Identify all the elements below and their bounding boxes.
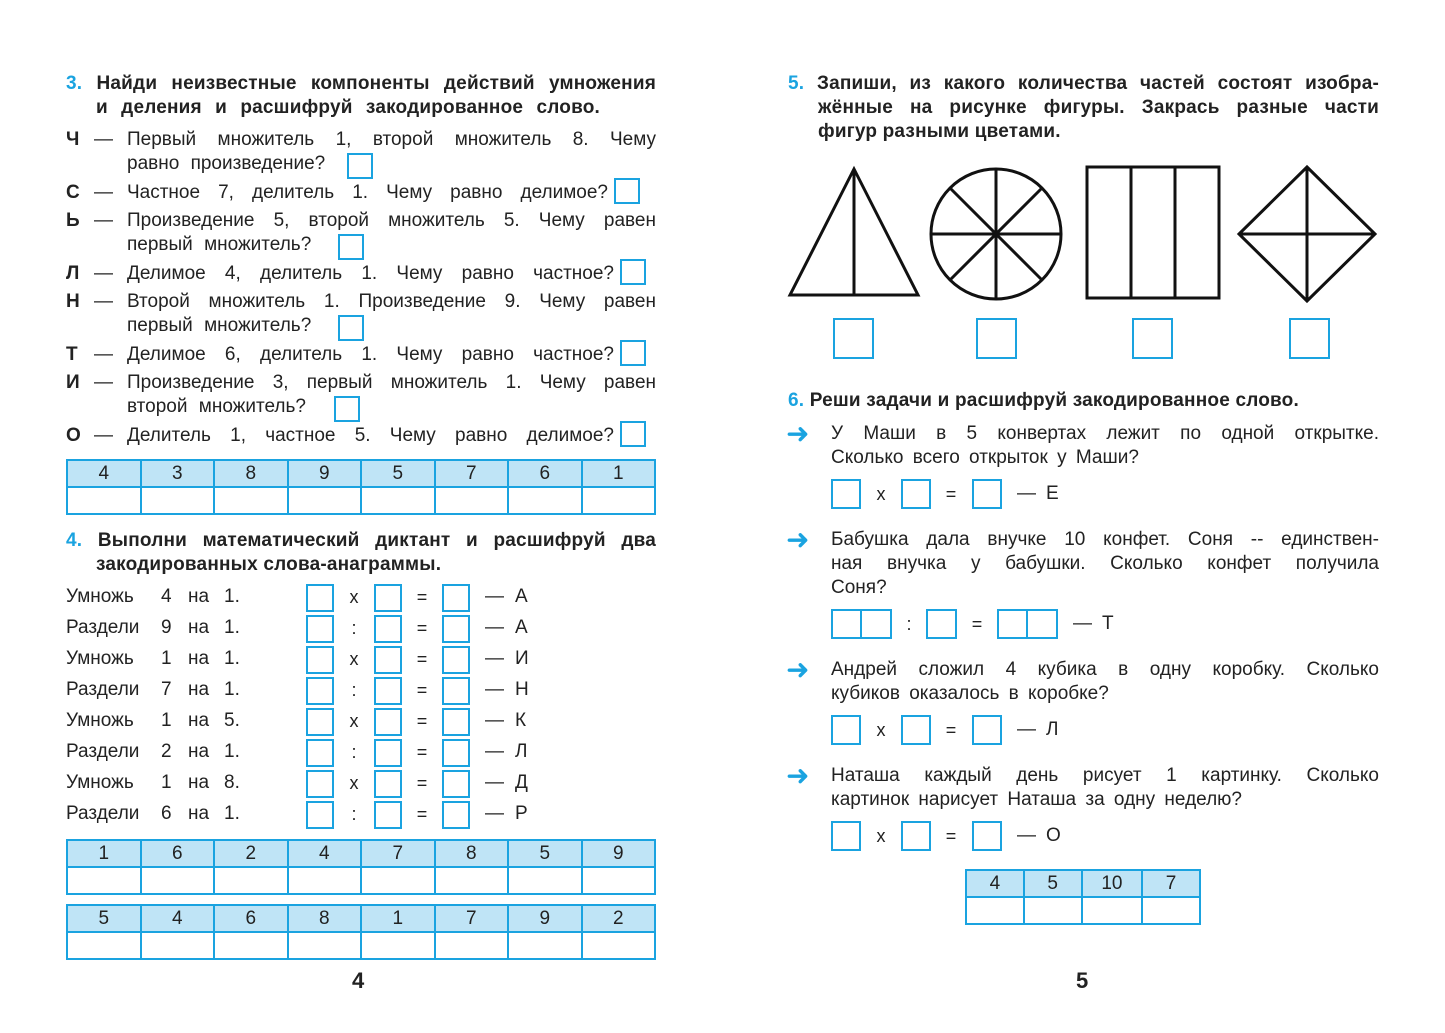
problem-line2: Сколько всего открыток у Маши? [831, 447, 1139, 468]
code-number-cell: 4 [67, 460, 141, 487]
result-box[interactable] [972, 715, 1002, 745]
code-number-cell: 5 [361, 460, 435, 487]
arrow-icon: ➜ [786, 654, 810, 685]
task3-heading-line2: и деления и расшифруй закодированное слово. [96, 97, 600, 118]
code-number-cell: 1 [361, 905, 435, 932]
item-line1: Частное 7, делитель 1. Чему равно делимое? [127, 182, 608, 203]
answer-box[interactable] [620, 421, 646, 447]
code-number-cell: 7 [1142, 870, 1200, 897]
operator-symbol: : [351, 618, 357, 638]
dictation-word: Раздели [66, 617, 140, 638]
dictation-word: 1 [161, 772, 172, 793]
arrow-icon: ➜ [786, 418, 810, 449]
equals-sign: = [416, 649, 428, 669]
problem-letter: О [1046, 825, 1061, 846]
operator-symbol: х [876, 720, 886, 740]
code-letter-cell[interactable] [435, 867, 509, 894]
rectangle-figure [1087, 167, 1219, 298]
result-box[interactable] [972, 821, 1002, 851]
operand1-box[interactable] [306, 584, 334, 612]
operand2-box[interactable] [374, 708, 402, 736]
row-letter: Д [515, 772, 528, 793]
task4-heading-line2: закодированных слова-анаграммы. [96, 554, 442, 575]
dictation-word: 1 [161, 648, 172, 669]
item-dash: — [94, 129, 113, 150]
item-dash: — [94, 372, 113, 393]
row-letter: Н [515, 679, 529, 700]
item-letter: Н [66, 291, 80, 312]
problem-line2: картинок нарисует Наташа за одну неделю? [831, 789, 1243, 810]
task5-heading-line3: фигур разными цветами. [818, 121, 1061, 142]
item-line1: Делимое 4, делитель 1. Чему равно частное? [127, 263, 614, 284]
code-letter-cell[interactable] [361, 487, 435, 514]
code-letter-cell[interactable] [67, 867, 141, 894]
task5-heading-line1: Запиши, из какого количества частей состоят изобра- [816, 73, 1379, 94]
equals-sign: = [416, 587, 428, 607]
task3-number: 3. [66, 73, 83, 94]
dictation-word: Раздели [66, 803, 140, 824]
code-number-cell: 1 [67, 840, 141, 867]
dictation-word: 1. [224, 648, 240, 669]
dictation-word: 7 [161, 679, 172, 700]
dictation-word: на [188, 803, 210, 824]
task5-heading [788, 72, 1379, 96]
result-box[interactable] [442, 584, 470, 612]
item-dash: — [94, 210, 113, 231]
page-number-right: 5 [1076, 968, 1089, 993]
dictation-word: Умножь [66, 772, 134, 793]
item-dash: — [94, 182, 113, 203]
equals-sign: = [416, 804, 428, 824]
row-letter: И [515, 648, 529, 669]
task6-heading [788, 389, 1379, 413]
dictation-word: на [188, 772, 210, 793]
problem-line1: Наташа каждый день рисует 1 картинку. Сколько [831, 765, 1379, 786]
row-letter: К [515, 710, 527, 731]
rhombus-figure [1239, 167, 1375, 301]
item-dash: — [94, 344, 113, 365]
code-letter-cell[interactable] [361, 932, 435, 959]
row-dash: — [485, 586, 504, 607]
result-box[interactable] [442, 739, 470, 767]
code-letter-cell[interactable] [1142, 897, 1200, 924]
item-letter: С [66, 182, 80, 203]
problem-dash: — [1073, 613, 1092, 634]
dictation-word: 1. [224, 803, 240, 824]
task6-number: 6. [788, 390, 805, 411]
task6-code-table [965, 869, 1201, 925]
code-letter-cell[interactable] [288, 867, 362, 894]
triangle-figure [790, 169, 918, 295]
row-letter: Р [515, 803, 528, 824]
item-line2: первый множитель? [127, 234, 312, 255]
operator-symbol: : [351, 680, 357, 700]
page-number-left: 4 [352, 968, 365, 993]
result-box[interactable] [442, 677, 470, 705]
code-letter-cell[interactable] [288, 487, 362, 514]
problem-letter: Т [1102, 613, 1114, 634]
answer-box[interactable] [334, 396, 360, 422]
operator-symbol: : [906, 614, 912, 634]
code-letter-cell[interactable] [214, 932, 288, 959]
operand1-box[interactable] [831, 715, 861, 745]
item-letter: И [66, 372, 80, 393]
operand2-box[interactable] [374, 739, 402, 767]
operand1-box[interactable] [306, 739, 334, 767]
answer-box[interactable] [338, 315, 364, 341]
operand2-box[interactable] [374, 584, 402, 612]
figures [780, 155, 1380, 310]
operand1-box[interactable] [306, 770, 334, 798]
dividend-box-ones[interactable] [860, 609, 892, 639]
operand1-box[interactable] [831, 821, 861, 851]
equals-sign: = [945, 826, 957, 846]
code-number-cell: 1 [582, 460, 656, 487]
problem-dash: — [1017, 719, 1036, 740]
operand2-box[interactable] [374, 677, 402, 705]
operand1-box[interactable] [306, 615, 334, 643]
operand1-box[interactable] [306, 801, 334, 829]
problem-letter: Л [1046, 719, 1059, 740]
code-letter-cell[interactable] [141, 867, 215, 894]
problem-line1: Бабушка дала внучке 10 конфет. Соня -- единствен- [831, 529, 1379, 550]
operand1-box[interactable] [831, 479, 861, 509]
code-letter-cell[interactable] [214, 867, 288, 894]
operator-symbol: х [349, 587, 359, 607]
operator-symbol: х [349, 711, 359, 731]
code-letter-cell[interactable] [508, 867, 582, 894]
task3-code-table [66, 459, 656, 515]
divisor-box[interactable] [926, 609, 957, 639]
item-line2: второй множитель? [127, 396, 306, 417]
dictation-word: Умножь [66, 710, 134, 731]
code-number-cell: 2 [214, 840, 288, 867]
operand2-box[interactable] [901, 821, 931, 851]
problem-line1: Андрей сложил 4 кубика в одну коробку. Сколько [831, 659, 1379, 680]
circle-figure [931, 169, 1061, 299]
answer-box[interactable] [338, 234, 364, 260]
dictation-word: Умножь [66, 648, 134, 669]
result-box-tens[interactable] [997, 609, 1028, 639]
row-letter: А [515, 617, 528, 638]
problem-line2: ная внучка у бабушки. Сколько конфет получила [831, 553, 1379, 574]
problem-line3: Соня? [831, 577, 887, 598]
operator-symbol: : [351, 742, 357, 762]
item-letter: Л [66, 263, 80, 284]
result-box[interactable] [442, 708, 470, 736]
code-number-cell: 6 [141, 840, 215, 867]
code-letter-cell[interactable] [435, 932, 509, 959]
dictation-word: 4 [161, 586, 172, 607]
result-box[interactable] [442, 770, 470, 798]
task6-heading-text: Реши задачи и расшифруй закодированное слово. [809, 390, 1299, 411]
item-line1: Второй множитель 1. Произведение 9. Чему равен [127, 291, 656, 312]
code-letter-cell[interactable] [582, 487, 656, 514]
operand2-box[interactable] [901, 715, 931, 745]
item-dash: — [94, 291, 113, 312]
dictation-word: 2 [161, 741, 172, 762]
equals-sign: = [416, 773, 428, 793]
equals-sign: = [416, 711, 428, 731]
item-letter: Ь [66, 210, 80, 231]
item-letter: Ч [66, 129, 80, 150]
equals-sign: = [416, 742, 428, 762]
row-dash: — [485, 710, 504, 731]
item-line1: Произведение 3, первый множитель 1. Чему равен [127, 372, 656, 393]
problem-line1: У Маши в 5 конвертах лежит по одной открытке. [831, 423, 1379, 444]
operand2-box[interactable] [901, 479, 931, 509]
operator-symbol: : [351, 804, 357, 824]
code-number-cell: 9 [582, 840, 656, 867]
item-line2: равно произведение? [127, 153, 326, 174]
operand2-box[interactable] [374, 615, 402, 643]
code-number-cell: 9 [288, 460, 362, 487]
task4-code-table-2 [66, 904, 656, 960]
code-letter-cell[interactable] [67, 932, 141, 959]
equals-sign: = [945, 484, 957, 504]
item-line2: первый множитель? [127, 315, 312, 336]
item-dash: — [94, 425, 113, 446]
task4-heading-line1: Выполни математический диктант и расшифруй два [97, 530, 656, 551]
problem-line2: кубиков оказалось в коробке? [831, 683, 1109, 704]
dictation-word: на [188, 648, 210, 669]
code-number-cell: 2 [582, 905, 656, 932]
code-number-cell: 7 [361, 840, 435, 867]
dividend-box-tens[interactable] [831, 609, 862, 639]
item-dash: — [94, 263, 113, 284]
code-letter-cell[interactable] [141, 487, 215, 514]
dictation-word: на [188, 741, 210, 762]
code-number-cell: 4 [966, 870, 1024, 897]
row-dash: — [485, 803, 504, 824]
code-number-cell: 3 [141, 460, 215, 487]
code-letter-cell[interactable] [1024, 897, 1082, 924]
item-letter: Т [66, 344, 78, 365]
item-line1: Произведение 5, второй множитель 5. Чему равен [127, 210, 656, 231]
code-letter-cell[interactable] [435, 487, 509, 514]
equals-sign: = [416, 680, 428, 700]
dictation-word: 9 [161, 617, 172, 638]
code-number-cell: 4 [288, 840, 362, 867]
dictation-word: на [188, 679, 210, 700]
task5-heading-line2: жённые на рисунке фигуры. Закрась разные части [818, 97, 1379, 118]
code-letter-cell[interactable] [361, 867, 435, 894]
problem-letter: Е [1046, 483, 1059, 504]
code-letter-cell[interactable] [508, 932, 582, 959]
dictation-word: 1. [224, 617, 240, 638]
code-number-cell: 7 [435, 460, 509, 487]
code-number-cell: 8 [288, 905, 362, 932]
equals-sign: = [971, 614, 983, 634]
dictation-word: на [188, 617, 210, 638]
result-box-ones[interactable] [1026, 609, 1058, 639]
code-number-cell: 5 [1024, 870, 1082, 897]
row-dash: — [485, 648, 504, 669]
item-line1: Делимое 6, делитель 1. Чему равно частное? [127, 344, 614, 365]
rectangle-answer-box[interactable] [1132, 318, 1173, 359]
code-letter-cell[interactable] [67, 487, 141, 514]
code-letter-cell[interactable] [966, 897, 1024, 924]
operand1-box[interactable] [306, 677, 334, 705]
rhombus-answer-box[interactable] [1289, 318, 1330, 359]
dictation-word: 1 [161, 710, 172, 731]
row-dash: — [485, 741, 504, 762]
circle-answer-box[interactable] [976, 318, 1017, 359]
row-letter: А [515, 586, 528, 607]
item-letter: О [66, 425, 81, 446]
dictation-word: 6 [161, 803, 172, 824]
code-number-cell: 7 [435, 905, 509, 932]
task5-number: 5. [788, 73, 805, 94]
dictation-word: Раздели [66, 679, 140, 700]
problem-dash: — [1017, 483, 1036, 504]
task3-heading-line1: Найди неизвестные компоненты действий умножения [96, 73, 656, 94]
answer-box[interactable] [614, 178, 640, 204]
code-number-cell: 10 [1082, 870, 1143, 897]
row-letter: Л [515, 741, 528, 762]
triangle-answer-box[interactable] [833, 318, 874, 359]
code-number-cell: 5 [67, 905, 141, 932]
task4-code-table-1 [66, 839, 656, 895]
code-number-cell: 4 [141, 905, 215, 932]
operator-symbol: х [349, 649, 359, 669]
task4-number: 4. [66, 530, 83, 551]
item-line1: Первый множитель 1, второй множитель 8. Чему [127, 129, 656, 150]
row-dash: — [485, 617, 504, 638]
code-number-cell: 8 [435, 840, 509, 867]
code-letter-cell[interactable] [214, 487, 288, 514]
answer-box[interactable] [347, 153, 373, 179]
dictation-word: 8. [224, 772, 240, 793]
code-letter-cell[interactable] [1082, 897, 1143, 924]
dictation-word: 1. [224, 586, 240, 607]
code-letter-cell[interactable] [288, 932, 362, 959]
result-box[interactable] [442, 615, 470, 643]
dictation-word: 1. [224, 679, 240, 700]
arrow-icon: ➜ [786, 524, 810, 555]
operand1-box[interactable] [306, 646, 334, 674]
result-box[interactable] [972, 479, 1002, 509]
code-letter-cell[interactable] [582, 932, 656, 959]
equals-sign: = [945, 720, 957, 740]
code-number-cell: 9 [508, 905, 582, 932]
dictation-word: Раздели [66, 741, 140, 762]
code-number-cell: 6 [508, 460, 582, 487]
item-line1: Делитель 1, частное 5. Чему равно делимое? [127, 425, 614, 446]
dictation-word: на [188, 710, 210, 731]
row-dash: — [485, 679, 504, 700]
operand2-box[interactable] [374, 801, 402, 829]
operator-symbol: х [876, 826, 886, 846]
dictation-word: 1. [224, 741, 240, 762]
dictation-word: на [188, 586, 210, 607]
operator-symbol: х [876, 484, 886, 504]
answer-box[interactable] [620, 340, 646, 366]
task4-heading [66, 529, 656, 553]
operand2-box[interactable] [374, 646, 402, 674]
answer-box[interactable] [620, 259, 646, 285]
operand1-box[interactable] [306, 708, 334, 736]
code-letter-cell[interactable] [582, 867, 656, 894]
arrow-icon: ➜ [786, 760, 810, 791]
task3-heading [66, 72, 656, 96]
code-number-cell: 8 [214, 460, 288, 487]
dictation-word: 5. [224, 710, 240, 731]
code-number-cell: 6 [214, 905, 288, 932]
dictation-word: Умножь [66, 586, 134, 607]
problem-dash: — [1017, 825, 1036, 846]
code-number-cell: 5 [508, 840, 582, 867]
code-letter-cell[interactable] [141, 932, 215, 959]
code-letter-cell[interactable] [508, 487, 582, 514]
equals-sign: = [416, 618, 428, 638]
operand2-box[interactable] [374, 770, 402, 798]
result-box[interactable] [442, 646, 470, 674]
row-dash: — [485, 772, 504, 793]
result-box[interactable] [442, 801, 470, 829]
operator-symbol: х [349, 773, 359, 793]
